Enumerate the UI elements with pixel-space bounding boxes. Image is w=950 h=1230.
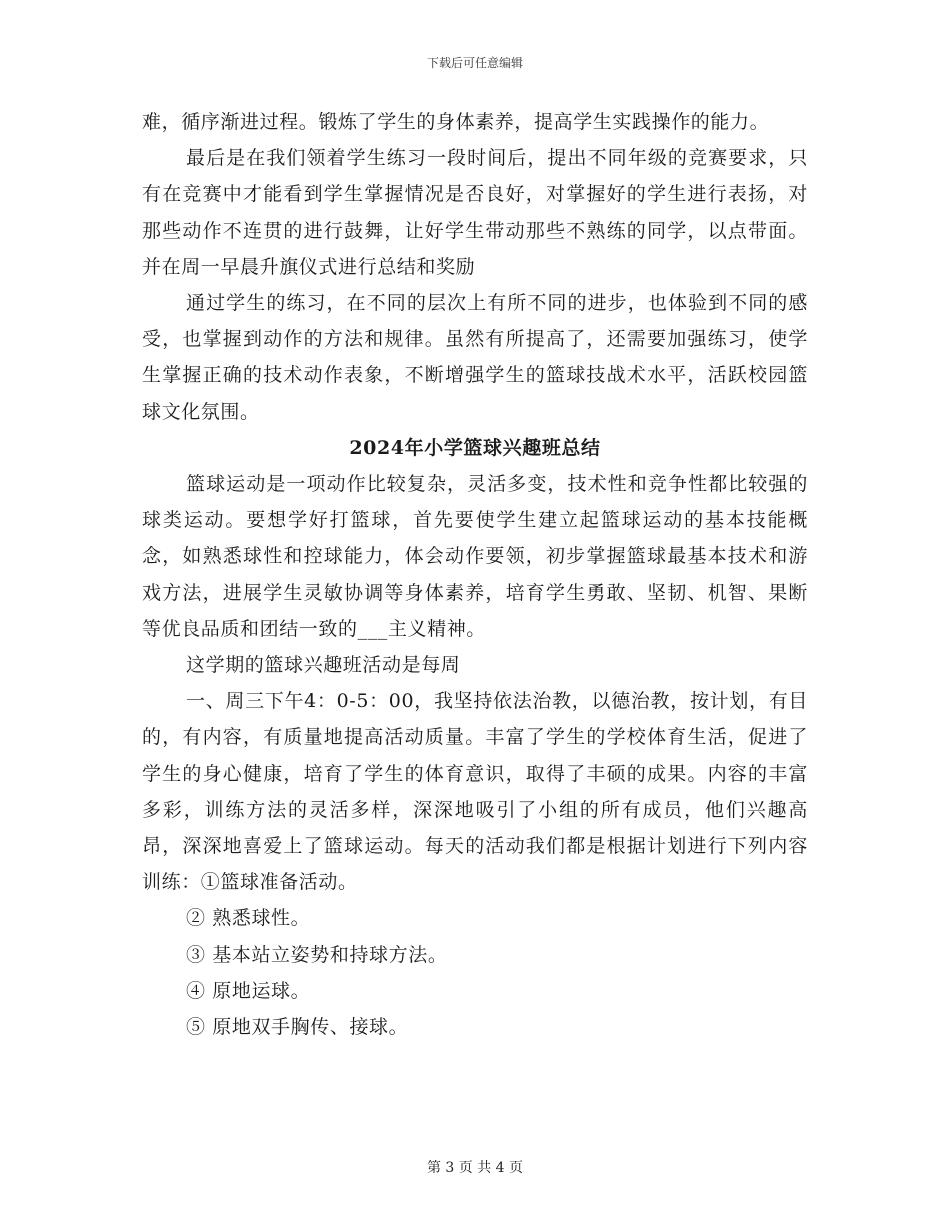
page-footer: 第 3 页 共 4 页 xyxy=(426,1160,524,1176)
list-item: ⑤ 原地双手胸传、接球。 xyxy=(186,1016,409,1039)
paragraph-continuation: 难，循序渐进过程。锻炼了学生的身体素养，提高学生实践操作的能力。 xyxy=(142,111,770,133)
paragraph-competition: 最后是在我们领着学生练习一段时间后，提出不同年级的竞赛要求，只有在竞赛中才能看到学生掌握情况是否良好，对掌握好的学生进行表扬，对那些动作不连贯的进行鼓舞，让好学生带动那些不熟练的同学，以点带面。并在周一早晨升旗仪式进行总结和奖励 xyxy=(142,147,808,278)
paragraph-activities: 一、周三下午4：0-5：00，我坚持依法治教，以德治教，按计划，有目的，有内容，有质量地提高活动质量。丰富了学生的学校体育生活，促进了学生的身心健康，培育了学生的体育意识，取得了丰硕的成果。内容的丰富多彩，训练方法的灵活多样，深深地吸引了小组的所有成员，他们兴趣高昂，深深地喜爱上了篮球运动。每天的活动我们都是根据计划进行下列内容训练：①篮球准备活动。 xyxy=(142,690,808,894)
section-title: 2024年小学篮球兴趣班总结 xyxy=(349,436,601,459)
document-body xyxy=(142,104,808,1045)
list-item: ③ 基本站立姿势和持球方法。 xyxy=(186,943,448,966)
list-item: ④ 原地运球。 xyxy=(186,979,311,1002)
page-header: 下载后可任意编辑 xyxy=(426,56,523,70)
paragraph-practice: 通过学生的练习，在不同的层次上有所不同的进步，也体验到不同的感受，也掌握到动作的方法和规律。虽然有所提高了，还需要加强练习，使学生掌握正确的技术动作表象，不断增强学生的篮球技战术水平，活跃校园篮球文化氛围。 xyxy=(142,292,808,423)
list-item: ② 熟悉球性。 xyxy=(186,907,311,930)
paragraph-intro: 篮球运动是一项动作比较复杂，灵活多变，技术性和竞争性都比较强的球类运动。要想学好打篮球，首先要使学生建立起篮球运动的基本技能概念，如熟悉球性和控球能力，体会动作要领，初步掌握篮球最基本技术和游戏方法，进展学生灵敏协调等身体素养，培育学生勇敢、坚韧、机智、果断等优良品质和团结一致的___主义精神。 xyxy=(142,473,808,640)
paragraph-schedule: 这学期的篮球兴趣班活动是每周 xyxy=(186,654,461,677)
